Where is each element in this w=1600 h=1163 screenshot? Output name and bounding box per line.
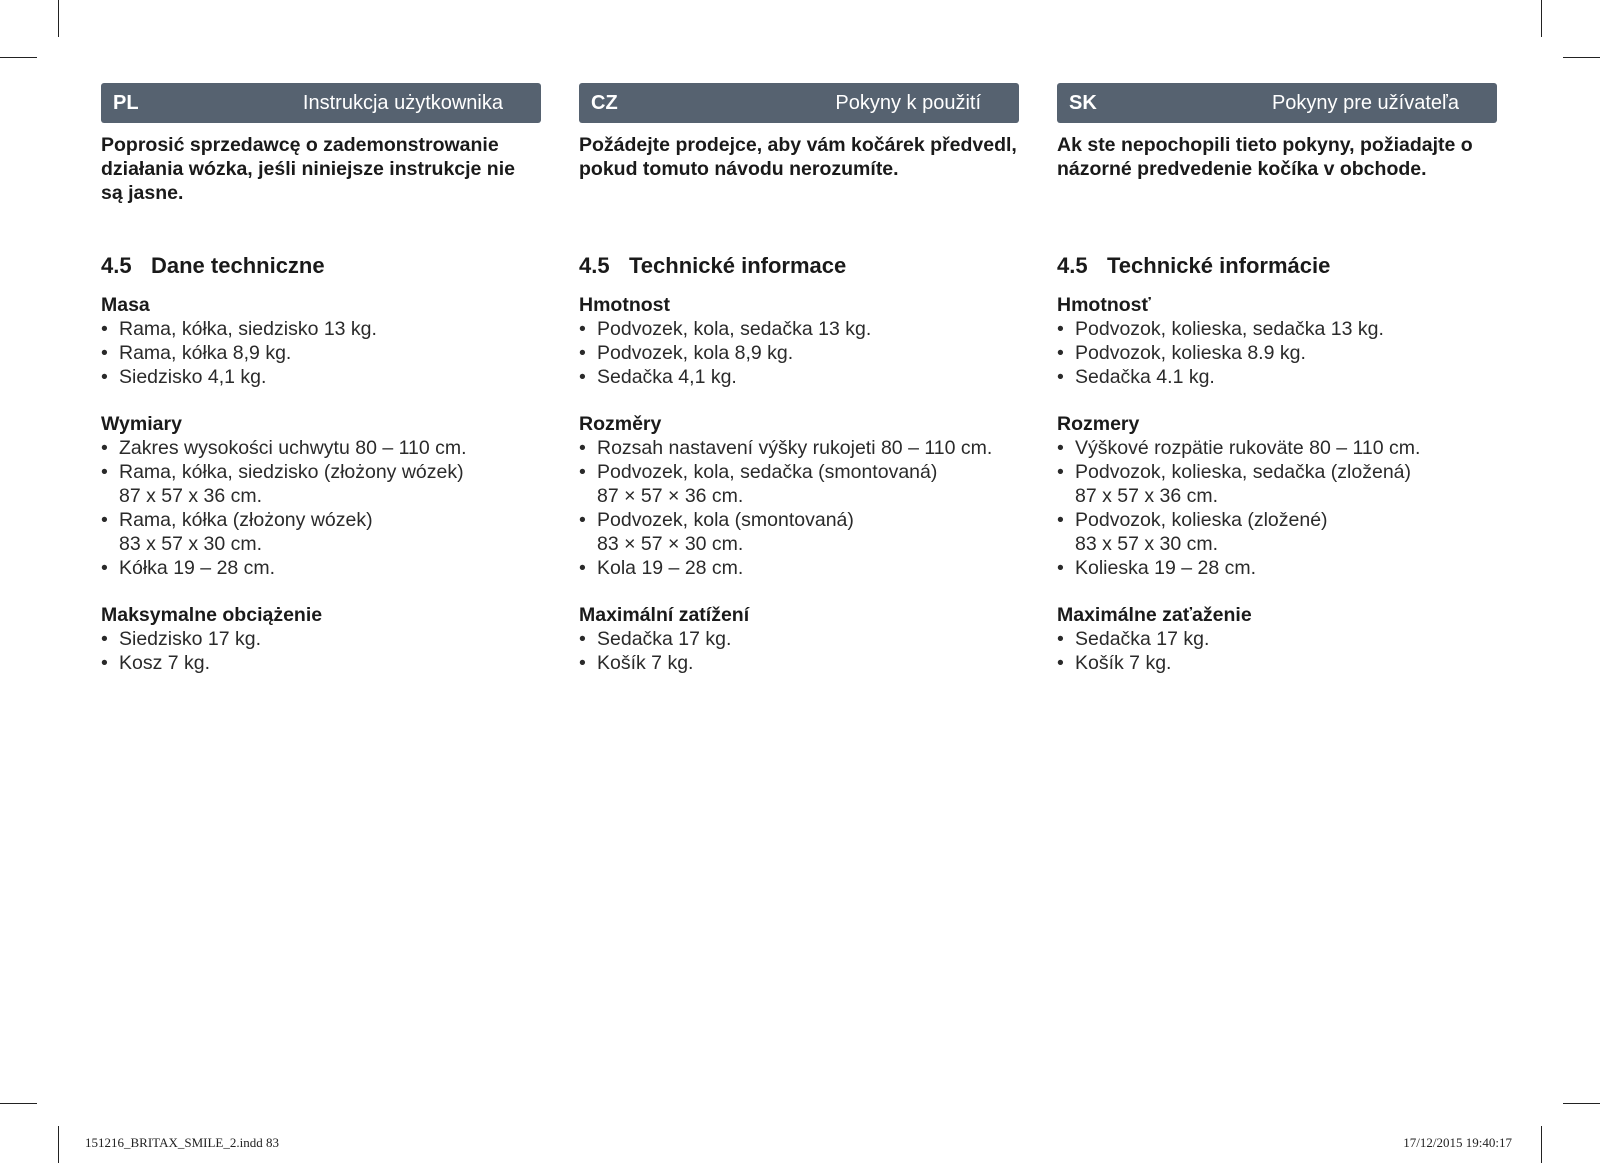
list-item: • Rozsah nastavení výšky rukojeti 80 – 110 cm. — [579, 436, 1019, 460]
list-item: • Sedačka 4,1 kg. — [579, 365, 1019, 389]
section-heading — [101, 253, 325, 279]
spec-group-max-load — [1057, 603, 1497, 675]
crop-mark-bottom-right-v — [1541, 1126, 1542, 1163]
column-sk — [1057, 83, 1497, 674]
group-heading: Hmotnost — [579, 294, 670, 316]
section-title: Technické informácie — [1107, 253, 1331, 278]
list-item: • Podvozok, kolieska (zložené) 83 x 57 x 30 cm. — [1057, 508, 1497, 556]
list-item: • Zakres wysokości uchwytu 80 – 110 cm. — [101, 436, 541, 460]
section-number: 4.5 — [101, 253, 132, 278]
spec-group-dimensions — [101, 412, 541, 580]
group-heading: Maksymalne obciążenie — [101, 604, 323, 626]
section-heading — [1057, 253, 1330, 279]
language-code: CZ — [591, 91, 618, 114]
group-heading: Rozměry — [579, 413, 662, 435]
crop-mark-top-left-h — [0, 57, 37, 58]
language-title: Instrukcja użytkownika — [302, 91, 503, 114]
list-item: • Podvozek, kola, sedačka 13 kg. — [579, 317, 1019, 341]
spec-group-dimensions — [579, 412, 1019, 580]
group-heading: Rozmery — [1057, 413, 1140, 435]
list-item: • Sedačka 4.1 kg. — [1057, 365, 1497, 389]
list-item: • Podvozok, kolieska 8.9 kg. — [1057, 341, 1497, 365]
list-item: • Rama, kółka, siedzisko (złożony wózek) 87 x 57 x 36 cm. — [101, 460, 541, 508]
crop-mark-bottom-right-h — [1563, 1103, 1600, 1104]
spec-groups — [101, 293, 541, 698]
section-heading — [579, 253, 846, 279]
column-pl — [101, 83, 541, 674]
spec-group-max-load — [579, 603, 1019, 675]
list-item: • Kolieska 19 – 28 cm. — [1057, 556, 1497, 580]
spec-groups — [1057, 293, 1497, 698]
spec-group-dimensions — [1057, 412, 1497, 580]
list-item: • Rama, kółka (złożony wózek) 83 x 57 x 30 cm. — [101, 508, 541, 556]
footer-file-info: 151216_BRITAX_SMILE_2.indd 83 — [85, 1135, 279, 1150]
crop-mark-bottom-left-h — [0, 1103, 37, 1104]
list-item: • Košík 7 kg. — [1057, 651, 1497, 675]
footer-timestamp: 17/12/2015 19:40:17 — [1403, 1135, 1512, 1150]
section-title: Technické informace — [629, 253, 847, 278]
list-item: • Kola 19 – 28 cm. — [579, 556, 1019, 580]
spec-group-max-load — [101, 603, 541, 675]
crop-mark-bottom-left-v — [58, 1126, 59, 1163]
language-title: Pokyny k použití — [835, 91, 981, 114]
crop-mark-top-right-h — [1563, 57, 1600, 58]
group-heading: Wymiary — [101, 413, 182, 435]
list-item: • Podvozek, kola (smontovaná) 83 × 57 × 30 cm. — [579, 508, 1019, 556]
list-item: • Podvozek, kola 8,9 kg. — [579, 341, 1019, 365]
group-heading: Hmotnosť — [1057, 294, 1151, 316]
crop-mark-top-left-v — [58, 0, 59, 37]
list-item: • Rama, kółka, siedzisko 13 kg. — [101, 317, 541, 341]
list-item: • Podvozok, kolieska, sedačka (zložená) 87 x 57 x 36 cm. — [1057, 460, 1497, 508]
language-header-band — [1057, 83, 1497, 123]
spec-group-weight — [1057, 293, 1497, 389]
group-heading: Maximálne zaťaženie — [1057, 604, 1252, 626]
language-code: SK — [1069, 91, 1097, 114]
language-title: Pokyny pre užívateľa — [1271, 91, 1459, 114]
list-item: • Sedačka 17 kg. — [1057, 627, 1497, 651]
list-item: • Výškové rozpätie rukoväte 80 – 110 cm. — [1057, 436, 1497, 460]
section-title: Dane techniczne — [151, 253, 325, 278]
spec-groups — [579, 293, 1019, 698]
section-number: 4.5 — [1057, 253, 1088, 278]
section-number: 4.5 — [579, 253, 610, 278]
group-heading: Maximální zatížení — [579, 604, 750, 626]
language-header-band — [101, 83, 541, 123]
list-item: • Rama, kółka 8,9 kg. — [101, 341, 541, 365]
group-heading: Masa — [101, 294, 150, 316]
list-item: • Košík 7 kg. — [579, 651, 1019, 675]
crop-mark-top-right-v — [1541, 0, 1542, 37]
list-item: • Siedzisko 17 kg. — [101, 627, 541, 651]
list-item: • Kółka 19 – 28 cm. — [101, 556, 541, 580]
intro-text: Poprosić sprzedawcę o zademonstrowanie działania wózka, jeśli niniejsze instrukcje nie są jasne. — [101, 134, 515, 204]
spec-group-weight — [579, 293, 1019, 389]
list-item: • Podvozek, kola, sedačka (smontovaná) 87 × 57 × 36 cm. — [579, 460, 1019, 508]
intro-text: Požádejte prodejce, aby vám kočárek předvedl, pokud tomuto návodu nerozumíte. — [579, 134, 1017, 180]
list-item: • Kosz 7 kg. — [101, 651, 541, 675]
language-header-band — [579, 83, 1019, 123]
column-cz — [579, 83, 1019, 674]
intro-text: Ak ste nepochopili tieto pokyny, požiadajte o názorné predvedenie kočíka v obchode. — [1057, 134, 1473, 180]
spec-group-weight — [101, 293, 541, 389]
list-item: • Podvozok, kolieska, sedačka 13 kg. — [1057, 317, 1497, 341]
list-item: • Siedzisko 4,1 kg. — [101, 365, 541, 389]
language-code: PL — [113, 91, 139, 114]
list-item: • Sedačka 17 kg. — [579, 627, 1019, 651]
